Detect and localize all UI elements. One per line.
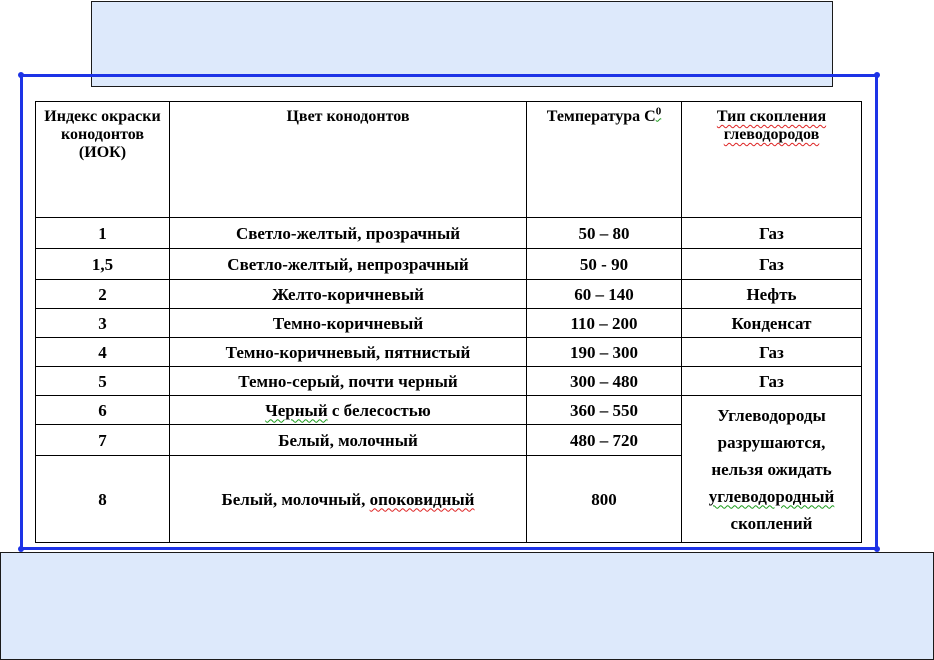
cell-color-part: с белесостью [327,400,431,420]
table-row [36,280,862,309]
header-temperature-degree: 0 [655,105,662,118]
cell-index: 1 [36,218,170,249]
table-row [36,367,862,396]
cell-color [170,396,527,425]
cell-temperature: 360 – 550 [527,396,682,425]
cell-type: Нефть [682,280,862,309]
cell-temperature: 800 [527,456,682,543]
merged-line: Углеводороды [717,405,826,425]
cell-index: 7 [36,425,170,456]
cell-color [170,456,527,543]
cell-temperature: 60 – 140 [527,280,682,309]
header-color: Цвет конодонтов [170,102,527,218]
table-row [36,338,862,367]
cell-index: 5 [36,367,170,396]
cell-index: 1,5 [36,249,170,280]
cell-color: Темно-серый, почти черный [170,367,527,396]
merged-line [684,483,859,510]
cell-temperature: 480 – 720 [527,425,682,456]
cell-color: Светло-желтый, непрозрачный [170,249,527,280]
header-temperature-label: Температура С [546,108,656,125]
cell-color: Желто-коричневый [170,280,527,309]
header-temperature [527,102,682,218]
cell-type: Газ [682,249,862,280]
cell-color: Белый, молочный [170,425,527,456]
cell-index: 3 [36,309,170,338]
cell-type: Газ [682,218,862,249]
header-row [36,102,862,218]
cell-index: 4 [36,338,170,367]
frame-handle[interactable] [874,72,880,78]
conodont-table [35,101,862,543]
cell-temperature: 190 – 300 [527,338,682,367]
table-row [36,249,862,280]
cell-color: Темно-коричневый [170,309,527,338]
merged-line: разрушаются, [717,432,826,452]
table-row [36,218,862,249]
cell-type: Газ [682,367,862,396]
cell-color-part: опоковидный [369,489,475,509]
cell-temperature: 300 – 480 [527,367,682,396]
header-index: Индекс окраски конодонтов (ИОК) [36,102,170,218]
frame-handle[interactable] [18,72,24,78]
cell-color-part: Белый, молочный, [221,489,370,509]
bottom-box [0,552,934,660]
cell-type: Конденсат [682,309,862,338]
table-row [36,396,862,425]
merged-line-text: углеводородный [708,486,835,506]
cell-type-merged [682,396,862,543]
merged-line: скоплений [730,513,813,533]
cell-temperature: 50 - 90 [527,249,682,280]
merged-line: нельзя ожидать [711,459,832,479]
cell-index: 2 [36,280,170,309]
table-row [36,309,862,338]
header-type [682,102,862,218]
cell-temperature: 50 – 80 [527,218,682,249]
cell-color: Светло-желтый, прозрачный [170,218,527,249]
cell-index: 8 [36,456,170,543]
cell-index: 6 [36,396,170,425]
cell-temperature: 110 – 200 [527,309,682,338]
cell-type: Газ [682,338,862,367]
cell-color: Темно-коричневый, пятнистый [170,338,527,367]
header-type-label: Тип скопления глеводородов [716,108,827,143]
cell-color-part: Черный [265,400,328,420]
